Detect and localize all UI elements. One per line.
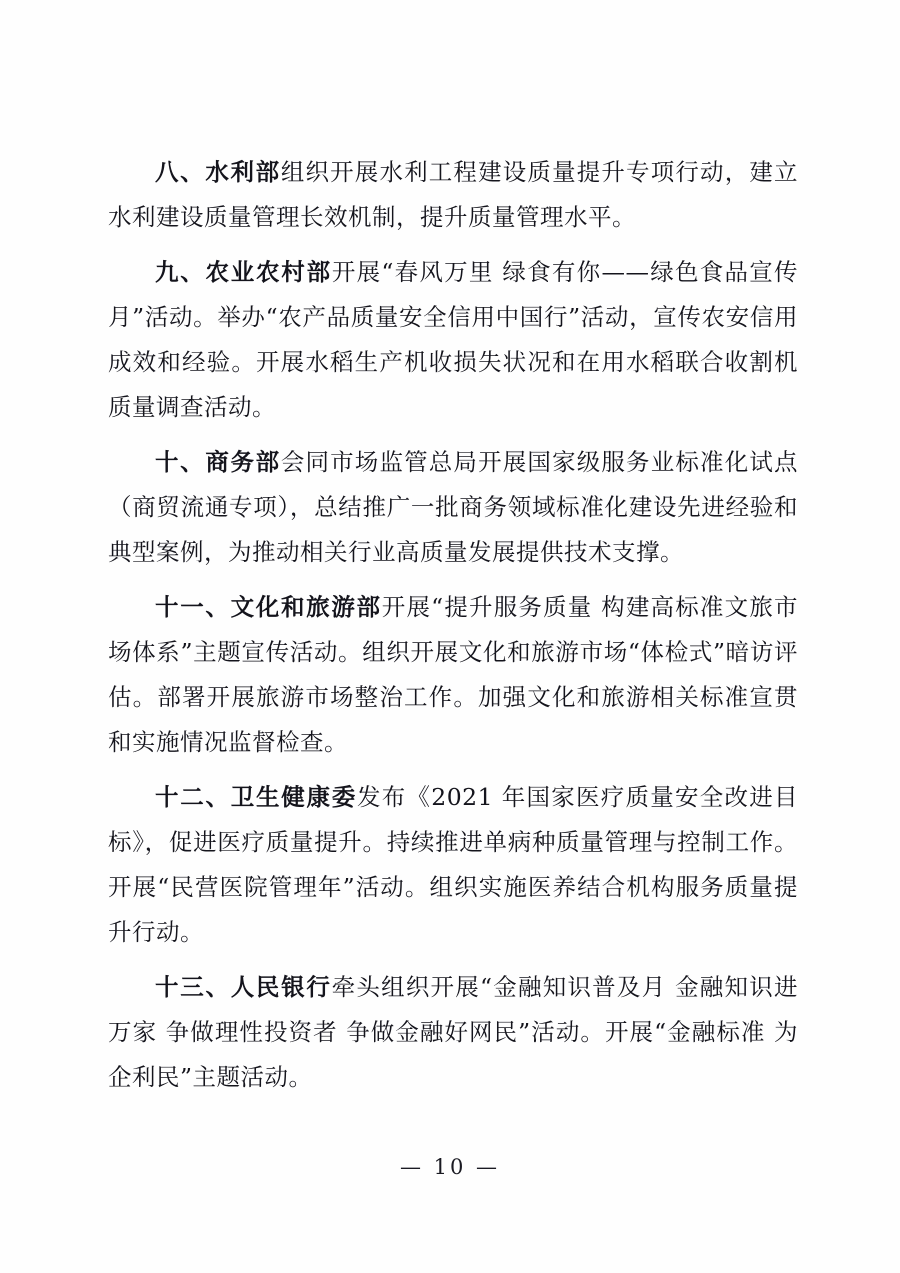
page-footer — [0, 1155, 900, 1179]
paragraph-body: 发布《2021 年国家医疗质量安全改进目标》，促进医疗质量提升。持续推进单病种质量管理与控制工作。开展“民营医院管理年”活动。组织实施医养结合机构服务质量提升行动。 — [108, 783, 799, 946]
paragraph-12 — [108, 775, 798, 955]
paragraph-8 — [108, 150, 798, 240]
paragraph-body: 会同市场监管总局开展国家级服务业标准化试点（商贸流通专项），总结推广一批商务领域标准化建设先进经验和典型案例，为推动相关行业高质量发展提供技术支撑。 — [108, 448, 799, 566]
paragraph-body: 开展“春风万里 绿食有你——绿色食品宣传月”活动。举办“农产品质量安全信用中国行”活动，宣传农安信用成效和经验。开展水稻生产机收损失状况和在用水稻联合收割机质量调查活动。 — [108, 258, 799, 421]
paragraph-11 — [108, 585, 798, 765]
document-body — [108, 150, 798, 1110]
page-number: — 10 — — [399, 1155, 501, 1179]
paragraph-10 — [108, 440, 798, 575]
paragraph-lead: 八、水利部 — [155, 158, 281, 186]
paragraph-lead: 十二、卫生健康委 — [155, 783, 357, 811]
paragraph-13 — [108, 965, 798, 1100]
paragraph-body: 牵头组织开展“金融知识普及月 金融知识进万家 争做理性投资者 争做金融好网民”活动。开展“金融标准 为企利民”主题活动。 — [108, 973, 799, 1091]
paragraph-body: 组织开展水利工程建设质量提升专项行动，建立水利建设质量管理长效机制，提升质量管理水平。 — [108, 158, 799, 231]
paragraph-body: 开展“提升服务质量 构建高标准文旅市场体系”主题宣传活动。组织开展文化和旅游市场“体检式”暗访评估。部署开展旅游市场整治工作。加强文化和旅游相关标准宣贯和实施情况监督检查。 — [108, 593, 799, 756]
paragraph-lead: 九、农业农村部 — [155, 258, 332, 286]
paragraph-lead: 十、商务部 — [155, 448, 281, 476]
paragraph-lead: 十三、人民银行 — [155, 973, 332, 1001]
paragraph-9 — [108, 250, 798, 430]
paragraph-lead: 十一、文化和旅游部 — [155, 593, 382, 621]
